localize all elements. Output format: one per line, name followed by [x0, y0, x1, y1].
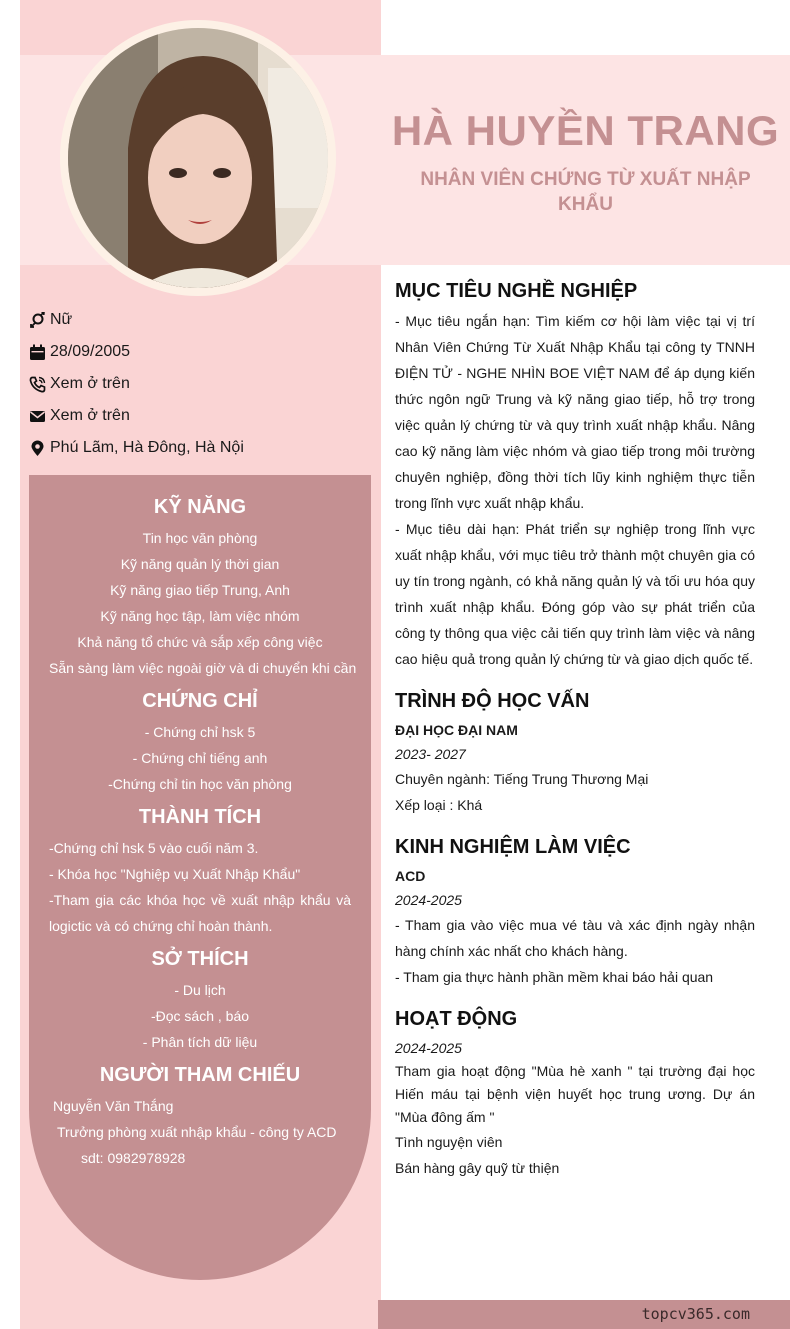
contact-phone: [29, 368, 369, 400]
gender-icon: [29, 312, 46, 329]
achievement-item: -Chứng chỉ hsk 5 vào cuối năm 3.: [49, 840, 259, 856]
avatar-photo: [68, 28, 328, 288]
watermark-text: topcv365.com: [641, 1305, 750, 1323]
certificate-item: - Chứng chỉ hsk 5: [144, 724, 256, 740]
hobby-item: - Du lịch: [174, 982, 226, 998]
contact-birthday: [29, 336, 369, 368]
birthday-text: 28/09/2005: [50, 343, 131, 360]
experience-period: 2024-2025: [395, 892, 462, 908]
skill-item: Kỹ năng giao tiếp Trung, Anh: [110, 582, 290, 598]
main-content: [395, 276, 755, 1181]
achievements-heading: THÀNH TÍCH: [138, 806, 262, 828]
experience-company: ACD: [395, 868, 426, 884]
hobby-item: -Đọc sách , báo: [150, 1008, 250, 1024]
certificate-item: - Chứng chỉ tiếng anh: [132, 750, 268, 766]
candidate-name: HÀ HUYỀN TRANG: [391, 107, 780, 154]
hobbies-heading: SỞ THÍCH: [151, 948, 249, 970]
skill-item: Sẵn sàng làm việc ngoài giờ và di chuyển khi cần: [49, 660, 357, 676]
phone-icon: [29, 376, 46, 393]
objective-long-term: - Mục tiêu dài hạn: Phát triển sự nghiệp trong lĩnh vực xuất nhập khẩu, với mục tiêu trở thành một chuyên gia có uy tín trong ngành, có khả năng quản lý và tối ưu hóa quy trình xuất nhập khẩu. Đóng góp vào sự phát triển của công ty thông qua việc cải tiến quy trình làm việc và nâng cao hiệu quả trong quản lý chứng từ và giao dịch quốc tế.: [395, 521, 755, 667]
hobby-item: - Phân tích dữ liệu: [142, 1034, 258, 1050]
activity-item: Tình nguyện viên: [395, 1134, 503, 1150]
references-heading: NGƯỜI THAM CHIẾU: [99, 1064, 301, 1086]
location-pin-icon: [29, 440, 46, 457]
objective-short-term: - Mục tiêu ngắn hạn: Tìm kiếm cơ hội làm việc tại vị trí Nhân Viên Chứng Từ Xuất Nhập Khẩu tại công ty TNNH ĐIỆN TỬ - NGHE NHÌN BOE VIỆT NAM để áp dụng kiến thức ngôn ngữ Trung và kỹ năng giao tiếp, hỗ trợ trong việc quản lý chứng từ và quy trình xuất nhập khẩu. Nâng cao kỹ năng làm việc nhóm và giao tiếp trong môi trường chuyên nghiệp, đồng thời tích lũy kinh nghiệm thực tiễn trong lĩnh vực xuất nhập khẩu.: [395, 313, 755, 511]
footer-bar: [378, 1300, 790, 1329]
job-title: NHÂN VIÊN CHỨNG TỪ XUẤT NHẬP KHẨU: [420, 169, 751, 215]
contact-gender: [29, 304, 369, 336]
contact-list: [29, 304, 369, 464]
experience-item: - Tham gia vào việc mua vé tàu và xác định ngày nhận hàng chính xác nhất cho khách hàng.: [395, 917, 755, 959]
achievement-item: - Khóa học "Nghiệp vụ Xuất Nhập Khẩu": [49, 866, 301, 882]
skill-item: Kỹ năng học tập, làm việc nhóm: [100, 608, 300, 624]
side-panel: [29, 475, 371, 1280]
education-grade: Xếp loại : Khá: [395, 797, 483, 813]
reference-phone: sdt: 0982978928: [81, 1150, 186, 1166]
activities-description: Tham gia hoạt động "Mùa hè xanh " tại trường đại học Hiến máu tại bệnh viện huyết học trung ương. Dự án "Mùa đông ấm ": [395, 1063, 755, 1125]
skill-item: Tin học văn phòng: [142, 530, 258, 546]
skill-item: Khả năng tổ chức và sắp xếp công việc: [77, 634, 323, 650]
calendar-icon: [29, 344, 46, 361]
email-text: Xem ở trên: [50, 407, 130, 424]
experience-heading: KINH NGHIỆM LÀM VIỆC: [395, 836, 631, 858]
education-school: ĐẠI HỌC ĐẠI NAM: [395, 722, 518, 738]
education-period: 2023- 2027: [395, 746, 466, 762]
reference-name: Nguyễn Văn Thắng: [53, 1098, 174, 1114]
avatar: [68, 28, 328, 288]
education-heading: TRÌNH ĐỘ HỌC VẤN: [395, 690, 590, 712]
activity-item: Bán hàng gây quỹ từ thiện: [395, 1160, 560, 1176]
education-major: Chuyên ngành: Tiếng Trung Thương Mại: [395, 771, 649, 787]
skills-heading: KỸ NĂNG: [153, 496, 247, 518]
contact-email: [29, 400, 369, 432]
certificates-heading: CHỨNG CHỈ: [142, 690, 258, 712]
achievement-item: -Tham gia các khóa học về xuất nhập khẩu và logictic và có chứng chỉ hoàn thành.: [49, 892, 351, 934]
name-block: [381, 55, 790, 265]
reference-position: Trưởng phòng xuất nhập khẩu - công ty ACD: [57, 1124, 337, 1140]
address-text: Phú Lãm, Hà Đông, Hà Nội: [50, 439, 244, 456]
activities-heading: HOẠT ĐỘNG: [395, 1008, 518, 1030]
gender-text: Nữ: [50, 311, 73, 328]
envelope-icon: [29, 408, 46, 425]
skill-item: Kỹ năng quản lý thời gian: [120, 556, 280, 572]
activities-period: 2024-2025: [395, 1040, 462, 1056]
phone-text: Xem ở trên: [50, 375, 130, 392]
contact-address: [29, 432, 369, 464]
objective-heading: MỤC TIÊU NGHỀ NGHIỆP: [395, 280, 638, 302]
experience-item: - Tham gia thực hành phần mềm khai báo hải quan: [395, 969, 714, 985]
certificate-item: -Chứng chỉ tin học văn phòng: [108, 776, 292, 792]
